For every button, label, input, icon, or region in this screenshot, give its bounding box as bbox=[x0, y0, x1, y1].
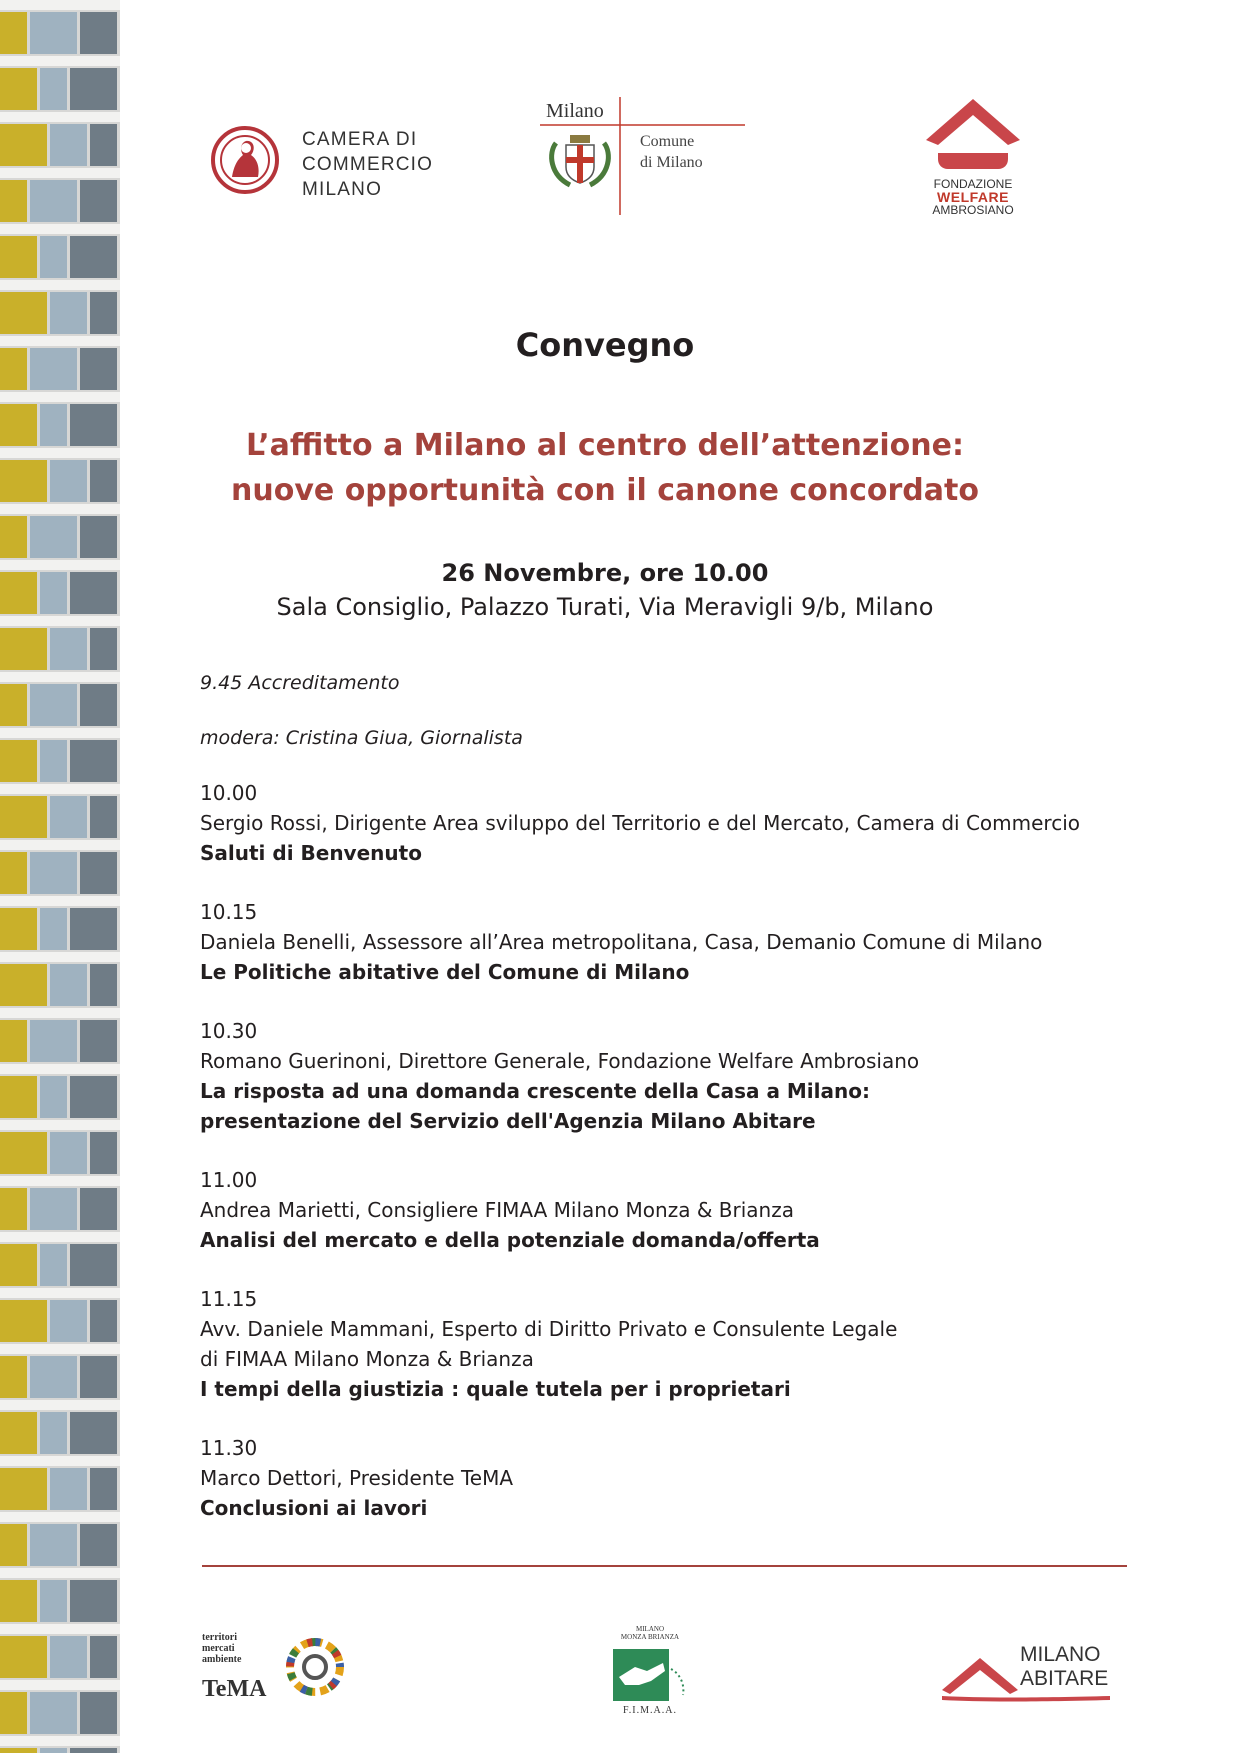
facade-panel bbox=[0, 1020, 27, 1062]
facade-floor-slab bbox=[0, 1288, 120, 1298]
event-location: Sala Consiglio, Palazzo Turati, Via Meravigli 9/b, Milano bbox=[276, 593, 934, 621]
facade-panel bbox=[70, 908, 117, 950]
facade-floor-slab bbox=[0, 560, 120, 570]
facade-panel bbox=[0, 460, 47, 502]
facade-panel bbox=[0, 292, 47, 334]
agenda-speaker: Daniela Benelli, Assessore all’Area metropolitana, Casa, Demanio Comune di Milano bbox=[200, 930, 1043, 954]
fimaa-top-text bbox=[605, 1625, 695, 1641]
comune-line: di Milano bbox=[640, 154, 703, 171]
fimaa-top-line: MILANO bbox=[636, 1625, 664, 1633]
facade-panel bbox=[0, 1468, 47, 1510]
facade-panel bbox=[0, 236, 37, 278]
agenda-time: 10.30 bbox=[200, 1019, 258, 1043]
event-title-block bbox=[200, 325, 1010, 624]
footer-logos bbox=[0, 1600, 1240, 1740]
medallion-portrait-icon bbox=[210, 125, 280, 195]
milano-abitare-text bbox=[1020, 1643, 1108, 1691]
milano-abitare-line: MILANO bbox=[1020, 1643, 1101, 1666]
facade-panel bbox=[30, 516, 77, 558]
facade-panel bbox=[0, 1188, 27, 1230]
facade-floor-slab bbox=[0, 728, 120, 738]
facade-panel bbox=[0, 1244, 37, 1286]
facade-floor-slab bbox=[0, 784, 120, 794]
tema-small-line: mercati bbox=[202, 1643, 235, 1654]
facade-panel bbox=[70, 1748, 117, 1753]
facade-panel bbox=[80, 1188, 117, 1230]
agenda-speaker: di FIMAA Milano Monza & Brianza bbox=[200, 1347, 534, 1371]
facade-floor-slab bbox=[0, 616, 120, 626]
facade-panel bbox=[30, 1020, 77, 1062]
facade-panel bbox=[0, 1300, 47, 1342]
facade-panel bbox=[40, 1412, 67, 1454]
facade-floor-slab bbox=[0, 1232, 120, 1242]
facade-panel bbox=[0, 1132, 47, 1174]
agenda-topic: Le Politiche abitative del Comune di Milano bbox=[200, 960, 690, 984]
tema-color-ring-icon bbox=[280, 1632, 350, 1702]
facade-panel bbox=[70, 1076, 117, 1118]
comune-milano-logo bbox=[540, 95, 760, 220]
event-title-line: nuove opportunità con il canone concordato bbox=[231, 473, 979, 508]
event-title bbox=[200, 423, 1010, 513]
facade-panel bbox=[50, 460, 87, 502]
fimaa-name: F.I.M.A.A. bbox=[623, 1705, 677, 1716]
camera-commercio-logo bbox=[210, 125, 450, 205]
agenda-slot bbox=[200, 897, 1130, 987]
facade-panel bbox=[40, 572, 67, 614]
facade-panel bbox=[0, 1524, 27, 1566]
facade-panel bbox=[50, 292, 87, 334]
fondazione-text bbox=[918, 178, 1028, 217]
facade-panel bbox=[50, 628, 87, 670]
facade-panel bbox=[30, 684, 77, 726]
camera-commercio-line: MILANO bbox=[302, 179, 383, 200]
agenda-speaker: Andrea Marietti, Consigliere FIMAA Milano Monza & Brianza bbox=[200, 1198, 794, 1222]
agenda-time: 11.15 bbox=[200, 1287, 258, 1311]
tema-small-line: ambiente bbox=[202, 1654, 242, 1665]
facade-floor-slab bbox=[0, 336, 120, 346]
facade-panel bbox=[0, 796, 47, 838]
facade-panel bbox=[0, 964, 47, 1006]
agenda-topic: presentazione del Servizio dell'Agenzia Milano Abitare bbox=[200, 1109, 816, 1133]
facade-floor-slab bbox=[0, 1120, 120, 1130]
facade-floor-slab bbox=[0, 1008, 120, 1018]
agenda-topic: La risposta ad una domanda crescente della Casa a Milano: bbox=[200, 1079, 870, 1103]
facade-floor-slab bbox=[0, 280, 120, 290]
tema-small-line: territori bbox=[202, 1632, 237, 1643]
fimaa-top-line: MONZA BRIANZA bbox=[620, 1633, 680, 1641]
facade-panel bbox=[70, 1412, 117, 1454]
agenda bbox=[200, 668, 1130, 1552]
facade-panel bbox=[0, 348, 27, 390]
facade-panel bbox=[80, 516, 117, 558]
facade-panel bbox=[70, 1244, 117, 1286]
facade-floor-slab bbox=[0, 1568, 120, 1578]
facade-panel bbox=[40, 740, 67, 782]
facade-panel bbox=[0, 628, 47, 670]
facade-panel bbox=[0, 1356, 27, 1398]
agenda-slot bbox=[200, 1016, 1130, 1136]
facade-panel bbox=[40, 908, 67, 950]
facade-panel bbox=[70, 572, 117, 614]
footer-divider bbox=[202, 1565, 1127, 1567]
facade-floor-slab bbox=[0, 840, 120, 850]
facade-floor-slab bbox=[0, 504, 120, 514]
agenda-slots bbox=[200, 778, 1130, 1523]
milano-abitare-line: ABITARE bbox=[1020, 1667, 1109, 1690]
facade-panel bbox=[90, 1132, 117, 1174]
agenda-speaker: Sergio Rossi, Dirigente Area sviluppo del Territorio e del Mercato, Camera di Commercio bbox=[200, 811, 1080, 835]
facade-floor-slab bbox=[0, 448, 120, 458]
facade-panel bbox=[90, 964, 117, 1006]
milano-abitare-logo bbox=[940, 1640, 1120, 1715]
agenda-speaker: Marco Dettori, Presidente TeMA bbox=[200, 1466, 514, 1490]
facade-panel bbox=[30, 852, 77, 894]
tema-small-text bbox=[202, 1632, 241, 1665]
facade-panel bbox=[90, 1300, 117, 1342]
facade-panel bbox=[30, 1356, 77, 1398]
facade-panel bbox=[30, 348, 77, 390]
facade-panel bbox=[40, 404, 67, 446]
facade-panel bbox=[0, 908, 37, 950]
camera-commercio-line: COMMERCIO bbox=[302, 154, 434, 175]
handshake-icon bbox=[605, 1641, 695, 1711]
facade-panel bbox=[50, 1300, 87, 1342]
facade-panel bbox=[90, 796, 117, 838]
facade-panel bbox=[80, 348, 117, 390]
facade-panel bbox=[0, 684, 27, 726]
facade-panel bbox=[80, 1020, 117, 1062]
agenda-topic: I tempi della giustizia : quale tutela per i proprietari bbox=[200, 1377, 791, 1401]
facade-panel bbox=[50, 796, 87, 838]
agenda-speaker: Romano Guerinoni, Direttore Generale, Fondazione Welfare Ambrosiano bbox=[200, 1049, 920, 1073]
camera-commercio-text bbox=[302, 127, 433, 202]
facade-panel bbox=[70, 404, 117, 446]
agenda-time: 11.00 bbox=[200, 1168, 258, 1192]
event-label: Convegno bbox=[515, 326, 695, 364]
facade-floor-slab bbox=[0, 1512, 120, 1522]
event-title-line: L’affitto a Milano al centro dell’attenzione: bbox=[246, 428, 964, 463]
facade-panel bbox=[0, 516, 27, 558]
agenda-slot bbox=[200, 1284, 1130, 1404]
facade-panel bbox=[0, 740, 37, 782]
fimaa-logo bbox=[605, 1625, 695, 1720]
facade-panel bbox=[80, 1356, 117, 1398]
facade-panel bbox=[50, 964, 87, 1006]
fondazione-welfare-word: WELFARE bbox=[937, 189, 1009, 205]
agenda-slot bbox=[200, 778, 1130, 868]
header-logos bbox=[0, 0, 1240, 240]
milano-word: Milano bbox=[546, 100, 604, 122]
facade-panel bbox=[50, 1468, 87, 1510]
facade-panel bbox=[90, 292, 117, 334]
facade-floor-slab bbox=[0, 896, 120, 906]
facade-panel bbox=[90, 628, 117, 670]
agenda-slot bbox=[200, 1433, 1130, 1523]
moderator-line: modera: Cristina Giua, Giornalista bbox=[200, 727, 523, 749]
facade-panel bbox=[40, 236, 67, 278]
tema-logo bbox=[202, 1630, 352, 1710]
facade-panel bbox=[90, 1468, 117, 1510]
facade-panel bbox=[40, 1748, 67, 1753]
fondazione-welfare-logo bbox=[918, 95, 1028, 220]
facade-floor-slab bbox=[0, 672, 120, 682]
facade-panel bbox=[70, 740, 117, 782]
facade-panel bbox=[90, 460, 117, 502]
facade-floor-slab bbox=[0, 952, 120, 962]
facade-floor-slab bbox=[0, 1176, 120, 1186]
facade-panel bbox=[0, 1412, 37, 1454]
facade-panel bbox=[40, 1076, 67, 1118]
facade-panel bbox=[0, 404, 37, 446]
camera-commercio-line: CAMERA DI bbox=[302, 129, 418, 150]
facade-panel bbox=[30, 1524, 77, 1566]
facade-panel bbox=[50, 1132, 87, 1174]
agenda-speaker: Avv. Daniele Mammani, Esperto di Diritto Privato e Consulente Legale bbox=[200, 1317, 898, 1341]
accreditation-line: 9.45 Accreditamento bbox=[200, 672, 400, 694]
agenda-topic: Saluti di Benvenuto bbox=[200, 841, 422, 865]
comune-line: Comune bbox=[640, 133, 695, 150]
facade-panel bbox=[0, 572, 37, 614]
facade-floor-slab bbox=[0, 1064, 120, 1074]
facade-panel bbox=[80, 1524, 117, 1566]
fondazione-line: AMBROSIANO bbox=[932, 203, 1014, 217]
agenda-slot bbox=[200, 1165, 1130, 1255]
facade-panel bbox=[0, 1748, 37, 1753]
comune-milano-text bbox=[640, 131, 703, 173]
facade-panel bbox=[40, 1244, 67, 1286]
agenda-time: 10.00 bbox=[200, 781, 258, 805]
building-facade-image bbox=[0, 0, 120, 1753]
facade-floor-slab bbox=[0, 392, 120, 402]
event-date: 26 Novembre, ore 10.00 bbox=[441, 559, 769, 587]
agenda-topic: Conclusioni ai lavori bbox=[200, 1496, 428, 1520]
facade-panel bbox=[30, 1188, 77, 1230]
tema-name: TeMA bbox=[202, 1676, 267, 1702]
facade-floor-slab bbox=[0, 1400, 120, 1410]
agenda-time: 11.30 bbox=[200, 1436, 258, 1460]
facade-floor-slab bbox=[0, 1344, 120, 1354]
fondazione-line: FONDAZIONE bbox=[933, 177, 1013, 191]
facade-panel bbox=[0, 852, 27, 894]
facade-floor-slab bbox=[0, 1456, 120, 1466]
agenda-topic: Analisi del mercato e della potenziale domanda/offerta bbox=[200, 1228, 820, 1252]
facade-panel bbox=[80, 684, 117, 726]
facade-panel bbox=[0, 1076, 37, 1118]
facade-panel bbox=[70, 236, 117, 278]
house-roof-icon bbox=[918, 95, 1028, 175]
agenda-time: 10.15 bbox=[200, 900, 258, 924]
facade-panel bbox=[80, 852, 117, 894]
